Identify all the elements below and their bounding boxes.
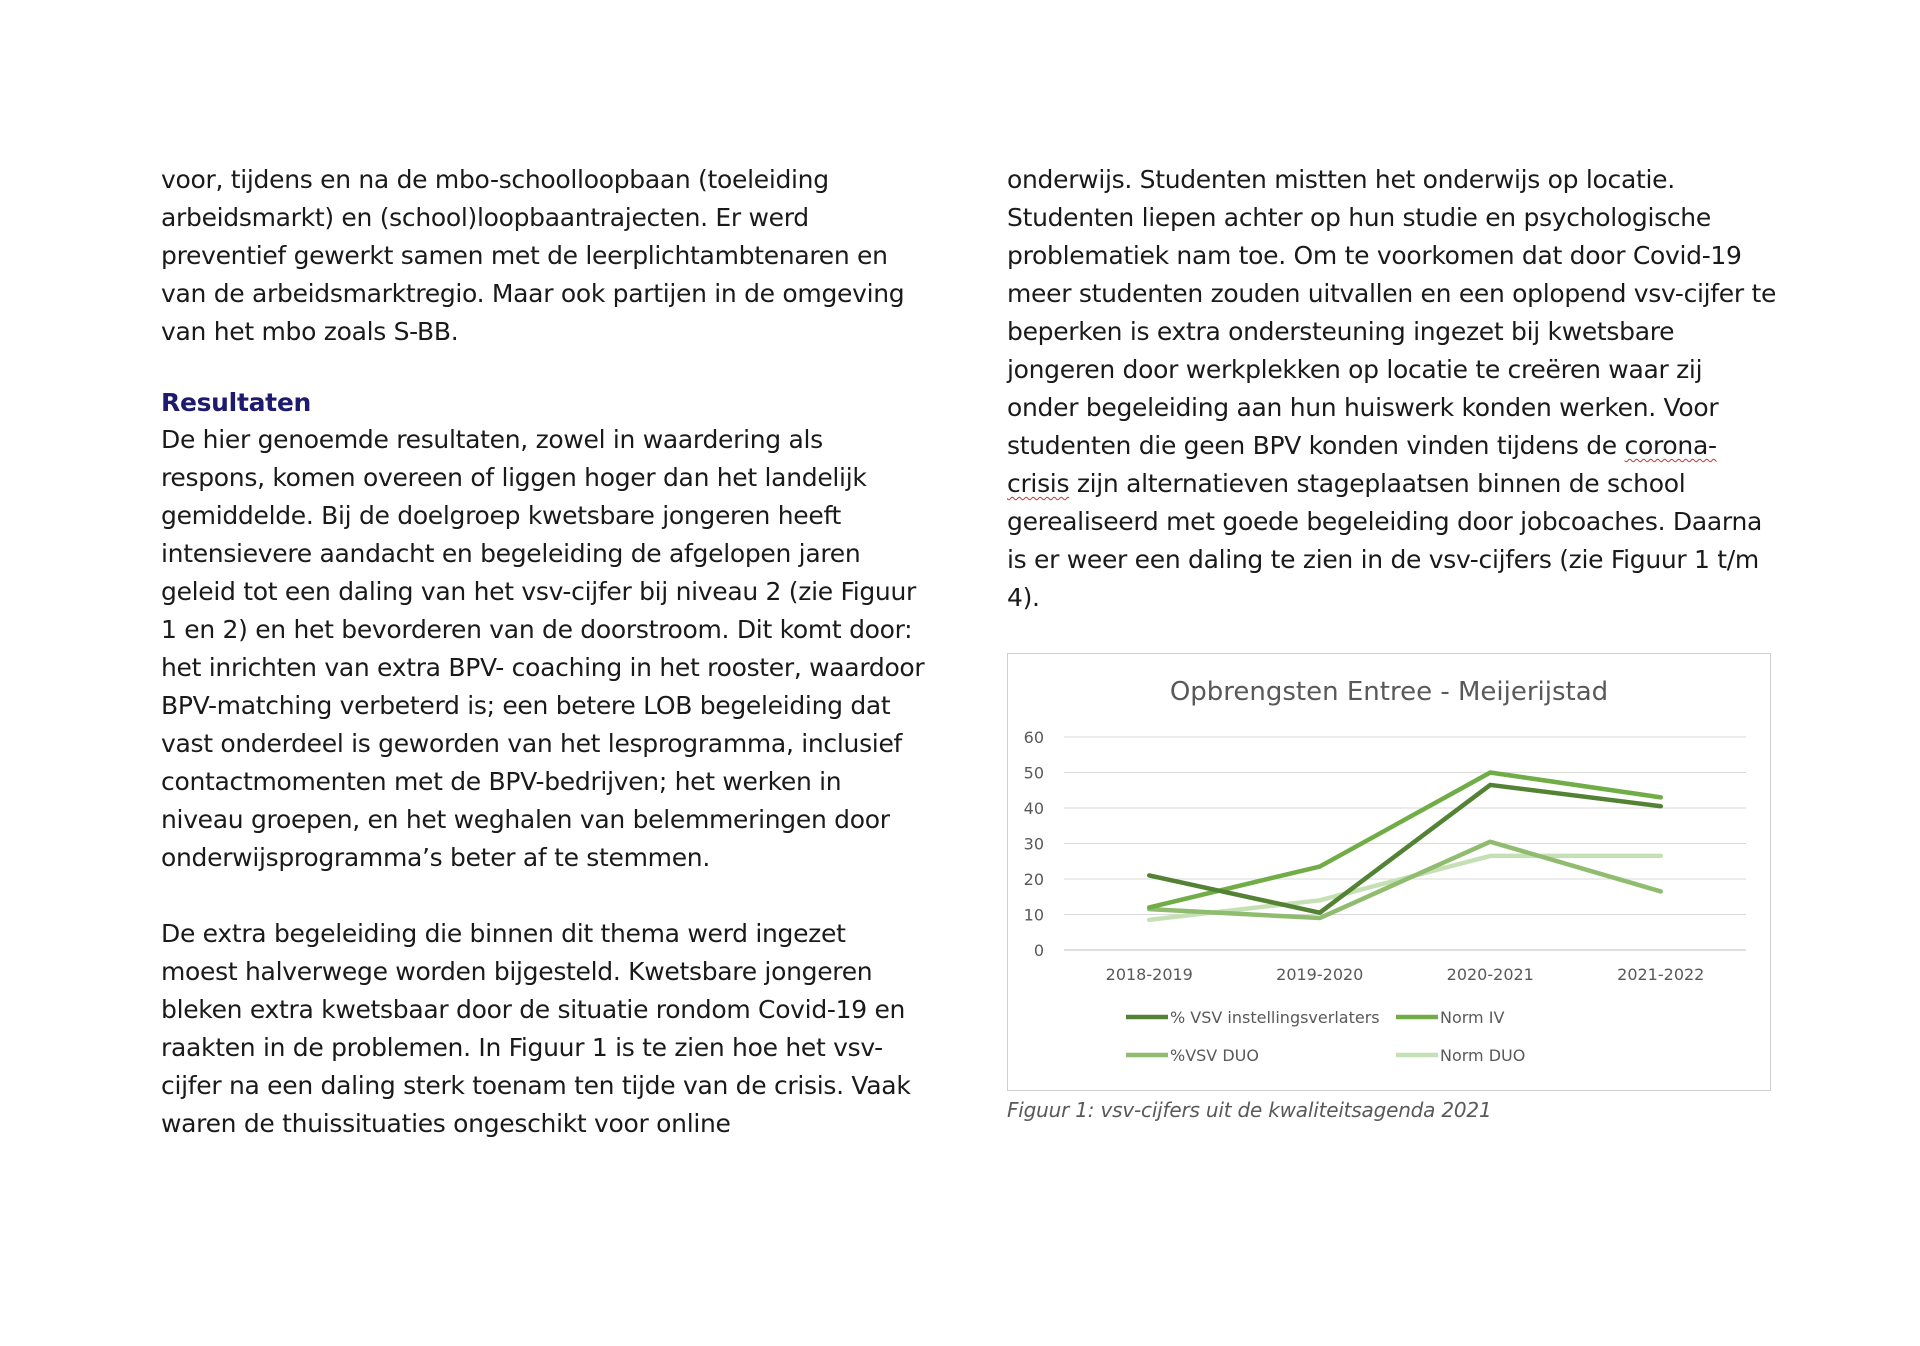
x-tick-label-2: 2020-2021	[1446, 965, 1534, 984]
intro-line-4: van de arbeidsmarktregio. Maar ook partijen in de omgeving	[161, 279, 905, 308]
y-tick-label-5: 50	[1023, 763, 1044, 783]
legend-label-2: %VSV DUO	[1170, 1046, 1259, 1065]
series-line-2	[1149, 842, 1661, 918]
covid-paragraph	[1007, 161, 1777, 617]
line-chart	[1008, 654, 1770, 1090]
results-paragraph: De hier genoemde resultaten, zowel in waardering als respons, komen overeen of liggen hoger dan het landelijk gemiddelde. Bij de doelgroep kwetsbare jongeren heeft intensievere aandacht en begeleiding de afgelopen jaren geleid tot een daling van het vsv-cijfer bij niveau 2 (zie Figuur 1 en 2) en het bevorderen van de doorstroom. Dit komt door: het inrichten van extra BPV- coaching in het rooster, waardoor BPV-matching verbeterd is; een betere LOB begeleiding dat vast onderdeel is geworden van het lesprogramma, inclusief contactmomenten met de BPV-bedrijven; het werken in niveau groepen, en het weghalen van belemmeringen door onderwijsprogramma’s beter af te stemmen.	[161, 425, 925, 872]
guidance-paragraph: De extra begeleiding die binnen dit thema werd ingezet moest halverwege worden bijgesteld. Kwetsbare jongeren bleken extra kwetsbaar door de situatie rondom Covid-19 en raakten in de problemen. In Figuur 1 is te zien hoe het vsv-cijfer na een daling sterk toenam ten tijde van de crisis. Vaak waren de thuissituaties ongeschikt voor online	[161, 919, 911, 1138]
covid-text-part-2: zijn alternatieven stageplaatsen binnen de school gerealiseerd met goede begeleiding door jobcoaches. Daarna is er weer een daling te zien in de vsv-cijfers (zie Figuur 1 t/m 4).	[1007, 469, 1763, 612]
spellcheck-word-corona: corona-	[1624, 431, 1717, 460]
x-tick-label-3: 2021-2022	[1617, 965, 1705, 984]
y-tick-label-0: 0	[1033, 941, 1044, 960]
chart-title: Opbrengsten Entree - Meijerijstad	[1169, 677, 1609, 707]
x-tick-label-0: 2018-2019	[1105, 965, 1193, 984]
x-tick-label-1: 2019-2020	[1276, 965, 1364, 984]
intro-line-3: preventief gewerkt samen met de leerplichtambtenaren en	[161, 241, 888, 270]
intro-line-5: van het mbo zoals S-BB.	[161, 317, 459, 346]
right-column	[1007, 161, 1777, 617]
y-tick-label-1: 10	[1023, 905, 1044, 925]
legend-label-0: % VSV instellingsverlaters	[1170, 1008, 1380, 1027]
covid-text-part-1: onderwijs. Studenten mistten het onderwijs op locatie. Studenten liepen achter op hun studie en psychologische problematiek nam toe. Om te voorkomen dat door Covid-19 meer studenten zouden uitvallen en een oplopend vsv-cijfer te beperken is extra ondersteuning ingezet bij kwetsbare jongeren door werkplekken op locatie te creëren waar zij onder begeleiding aan hun huiswerk konden werken. Voor studenten die geen BPV konden vinden tijdens de	[1007, 165, 1777, 460]
y-tick-label-3: 30	[1023, 834, 1044, 854]
series-line-1	[1149, 773, 1661, 908]
series-line-0	[1149, 785, 1661, 913]
figure-caption: Figuur 1: vsv-cijfers uit de kwaliteitsagenda 2021	[1007, 1098, 1492, 1122]
legend-label-3: Norm DUO	[1440, 1046, 1526, 1065]
left-column	[161, 161, 926, 1143]
section-heading: Resultaten	[161, 388, 311, 417]
chart-frame	[1007, 653, 1771, 1091]
intro-line-1: voor, tijdens en na de mbo-schoolloopbaan (toeleiding	[161, 165, 829, 194]
intro-line-2: arbeidsmarkt) en (school)loopbaantrajecten. Er werd	[161, 203, 809, 232]
y-tick-label-6: 60	[1023, 728, 1044, 747]
y-tick-label-2: 20	[1023, 870, 1044, 889]
spellcheck-word-crisis: crisis	[1007, 469, 1070, 498]
y-tick-label-4: 40	[1023, 799, 1044, 818]
legend-label-1: Norm IV	[1440, 1008, 1505, 1027]
paragraph-gap	[161, 877, 926, 915]
